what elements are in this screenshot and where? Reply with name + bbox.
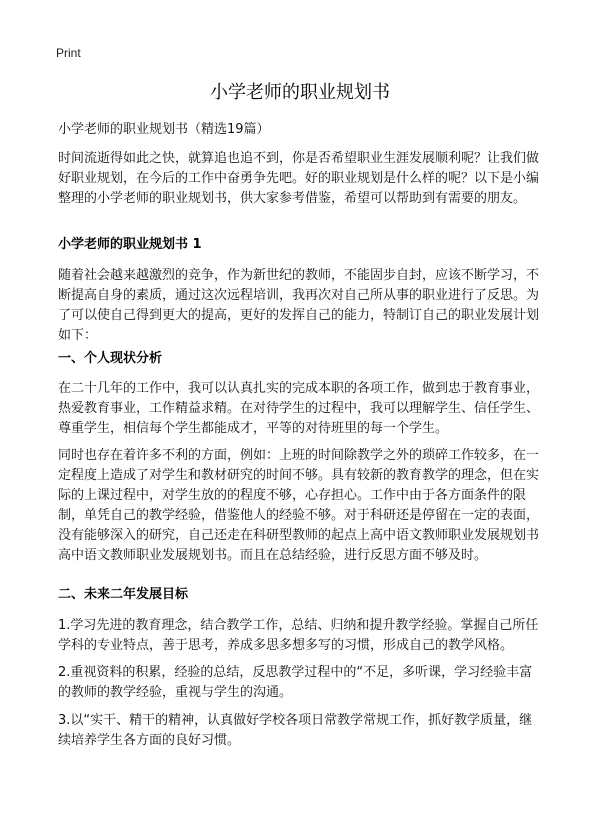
heading-current-analysis: 一、个人现状分析 bbox=[58, 351, 163, 366]
analysis-paragraph-1: 在二十几年的工作中，我可以认真扎实的完成本职的各项工作，做到忠于教育事业，热爱教育事业，工作精益求精。在对待学生的过程中，我可以理解学生、信任学生、尊重学生，相信每个学生都能成才，平等的对待班里的每一个学生。 bbox=[58, 381, 540, 436]
section-paragraph: 随着社会越来越激烈的竞争，作为新世纪的教师，不能固步自封，应该不断学习，不断提高自身的素质，通过这次远程培训，我再次对自己所从事的职业进行了反思。为了可以使自己得到更大的提高，更好的发挥自己的能力，特制订自己的职业发展计划如下： bbox=[58, 268, 540, 343]
analysis-paragraph-2: 同时也存在着许多不利的方面，例如：上班的时间除教学之外的琐碎工作较多，在一定程度上造成了对学生和教材研究的时间不够。具有较新的教育教学的理念，但在实际的上课过程中，对学生放的的程度不够，心存担心。工作中由于各方面条件的限制，单凭自己的教学经验，借鉴他人的经验不够。对于科研还是停留在一定的表面，没有能够深入的研究，自己还走在科研型教师的起点上高中语文教师职业发展规划书高中语文教师职业发展规划书。而且在总结经验，进行反思方面不够及时。 bbox=[58, 448, 540, 563]
print-label: Print bbox=[56, 46, 81, 60]
goal-item-3: 3.以“实干、精干的精神，认真做好学校各项日常教学常规工作，抓好教学质量，继续培养学生各方面的良好习惯。 bbox=[58, 713, 533, 748]
section-title: 小学老师的职业规划书 1 bbox=[58, 237, 202, 252]
goal-item-2: 2.重视资料的积累，经验的总结，反思教学过程中的“不足，多听课，学习经验丰富的教师的教学经验，重视与学生的沟通。 bbox=[58, 665, 533, 700]
heading-future-goals: 二、未来二年发展目标 bbox=[58, 587, 189, 602]
goal-item-1: 1.学习先进的教育理念，结合教学工作，总结、归纳和提升教学经验。掌握自己所任学科的专业特点，善于思考，养成多思多想多写的习惯，形成自己的教学风格。 bbox=[58, 618, 539, 653]
document-title: 小学老师的职业规划书 bbox=[210, 82, 390, 103]
document-subtitle: 小学老师的职业规划书（精选19篇） bbox=[58, 122, 270, 137]
intro-paragraph: 时间流逝得如此之快，就算追也追不到，你是否希望职业生涯发展顺利呢？让我们做好职业规划，在今后的工作中奋勇争先吧。好的职业规划是什么样的呢？以下是小编整理的小学老师的职业规划书，供大家参考借鉴，希望可以帮助到有需要的朋友。 bbox=[58, 151, 540, 206]
